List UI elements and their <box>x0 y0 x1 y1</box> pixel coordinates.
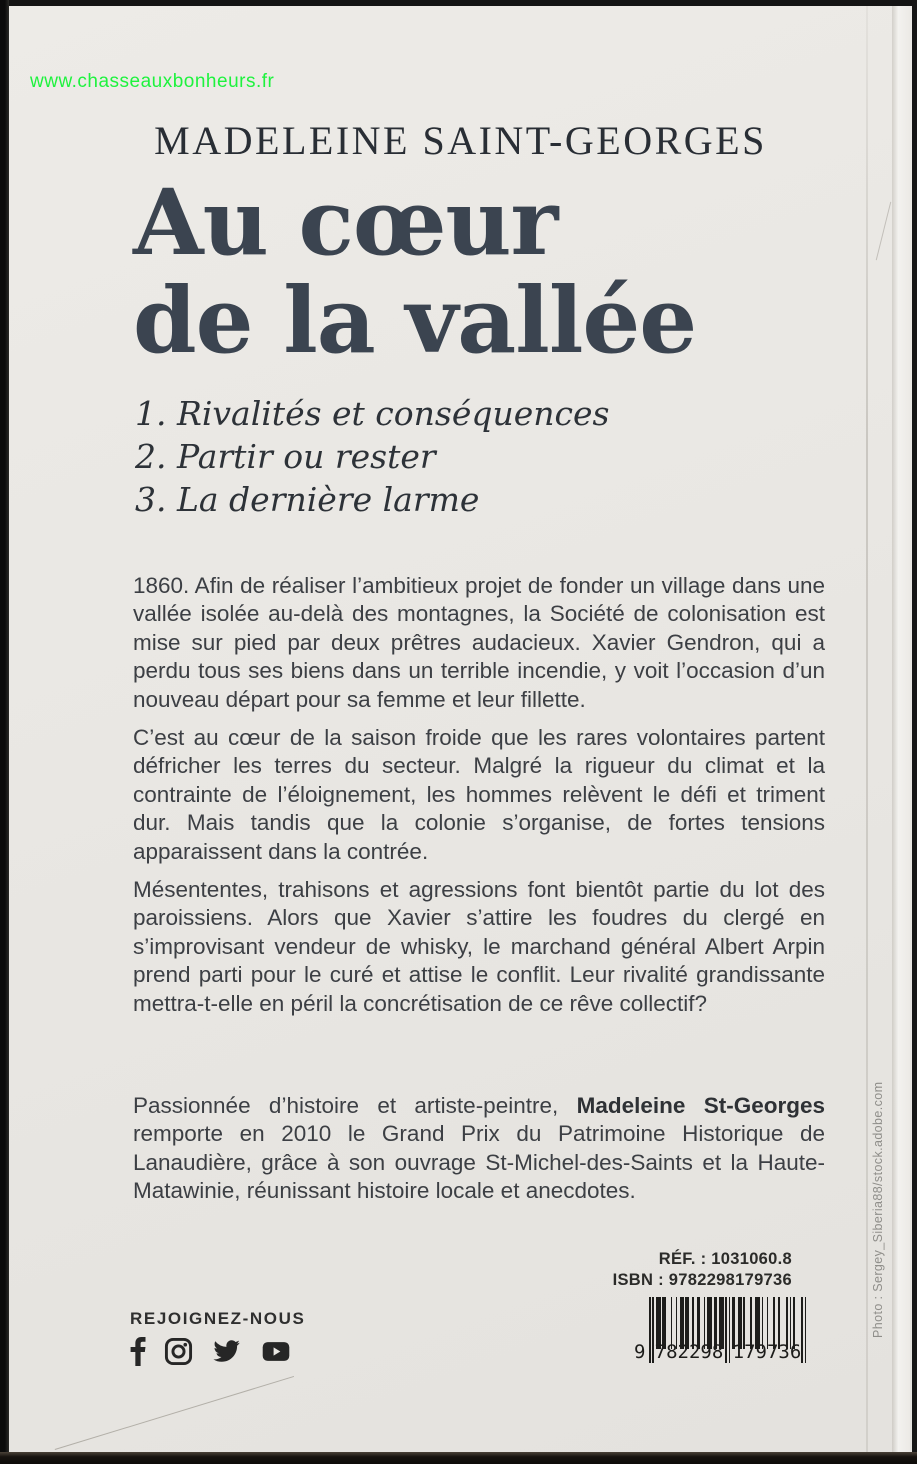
barcode-digit-group2: 179736 <box>732 1341 802 1363</box>
social-block <box>130 1309 305 1366</box>
author-bio <box>133 1092 825 1206</box>
synopsis-paragraph: 1860. Afin de réaliser l’ambitieux projet de fonder un village dans une vallée isolée au-delà des montagnes, la Société de colonisation est mise sur pied par deux prêtres audacieux. Xavier Gendron, qui a perdu tous ses biens dans un terrible incendie, y voit l’occasion d’un nouveau départ pour sa femme et leur fillette. <box>133 573 825 712</box>
ean13-barcode <box>634 1297 806 1369</box>
social-icons-row <box>130 1336 305 1366</box>
bio-text: Passionnée d’histoire et artiste-peintre, <box>133 1093 577 1118</box>
instagram-icon <box>164 1337 193 1366</box>
page-edge <box>892 6 910 1452</box>
youtube-icon <box>259 1337 293 1366</box>
book-title <box>133 170 697 375</box>
volume-item: 3. La dernière larme <box>135 480 480 519</box>
synopsis-paragraph: Mésententes, trahisons et agressions font bientôt partie du lot des paroissiens. Alors que Xavier s’attire les foudres du clergé en s’improvisant vendeur de whisky, le marchand général Albert Arpin prend parti pour le curé et attise le conflit. Leur rivalité grandissante mettra-t-elle en péril la concrétisation de ce rêve collectif? <box>133 877 825 1016</box>
photo-edge-right <box>912 0 917 1464</box>
isbn-number: ISBN : 9782298179736 <box>612 1271 792 1289</box>
photo-credit: Photo : Sergey_Siberia88/stock.adobe.com <box>871 1081 885 1338</box>
volume-item: 1. Rivalités et conséquences <box>135 394 610 433</box>
photo-edge-left <box>0 0 9 1464</box>
reference-block <box>613 1249 792 1291</box>
book-title-line2: de la vallée <box>133 268 697 375</box>
photo-edge-bottom <box>0 1452 917 1464</box>
synopsis <box>133 572 825 1028</box>
photo-edge-top <box>0 0 917 6</box>
volume-list <box>135 392 609 521</box>
cover-crease-top-right <box>876 202 891 260</box>
synopsis-paragraph: C’est au cœur de la saison froide que les rares volontaires partent défricher les terres du secteur. Malgré la rigueur du climat et la contrainte de l’éloignement, les hommes relèvent le défi et triment dur. Mais tandis que la colonie s’organise, de fortes tensions apparaissent dans la contrée. <box>133 725 825 864</box>
book-title-line1: Au cœur <box>133 170 558 276</box>
volume-item: 2. Partir ou rester <box>135 437 436 476</box>
join-us-heading: REJOIGNEZ-NOUS <box>130 1309 306 1328</box>
facebook-icon <box>130 1337 147 1366</box>
twitter-icon <box>210 1337 242 1366</box>
barcode-digit-group1: 782298 <box>654 1341 724 1363</box>
barcode-digits <box>634 1341 806 1365</box>
author-name: MADELEINE SAINT-GEORGES <box>154 118 767 163</box>
barcode-digit-left: 9 <box>634 1341 646 1363</box>
ref-number: RÉF. : 1031060.8 <box>658 1250 792 1268</box>
website-watermark: www.chasseauxbonheurs.fr <box>30 71 275 92</box>
cover-crease-vertical <box>866 6 868 1452</box>
bio-author-bold: Madeleine St-Georges <box>576 1093 825 1118</box>
cover-crease-bottom-left <box>55 1376 294 1450</box>
bio-text: remporte en 2010 le Grand Prix du Patrimoine Historique de Lanaudière, grâce à son ouvrage St-Michel-des-Saints et la Haute-Matawinie, réunissant histoire locale et anecdotes. <box>133 1121 825 1204</box>
back-cover <box>9 6 912 1452</box>
